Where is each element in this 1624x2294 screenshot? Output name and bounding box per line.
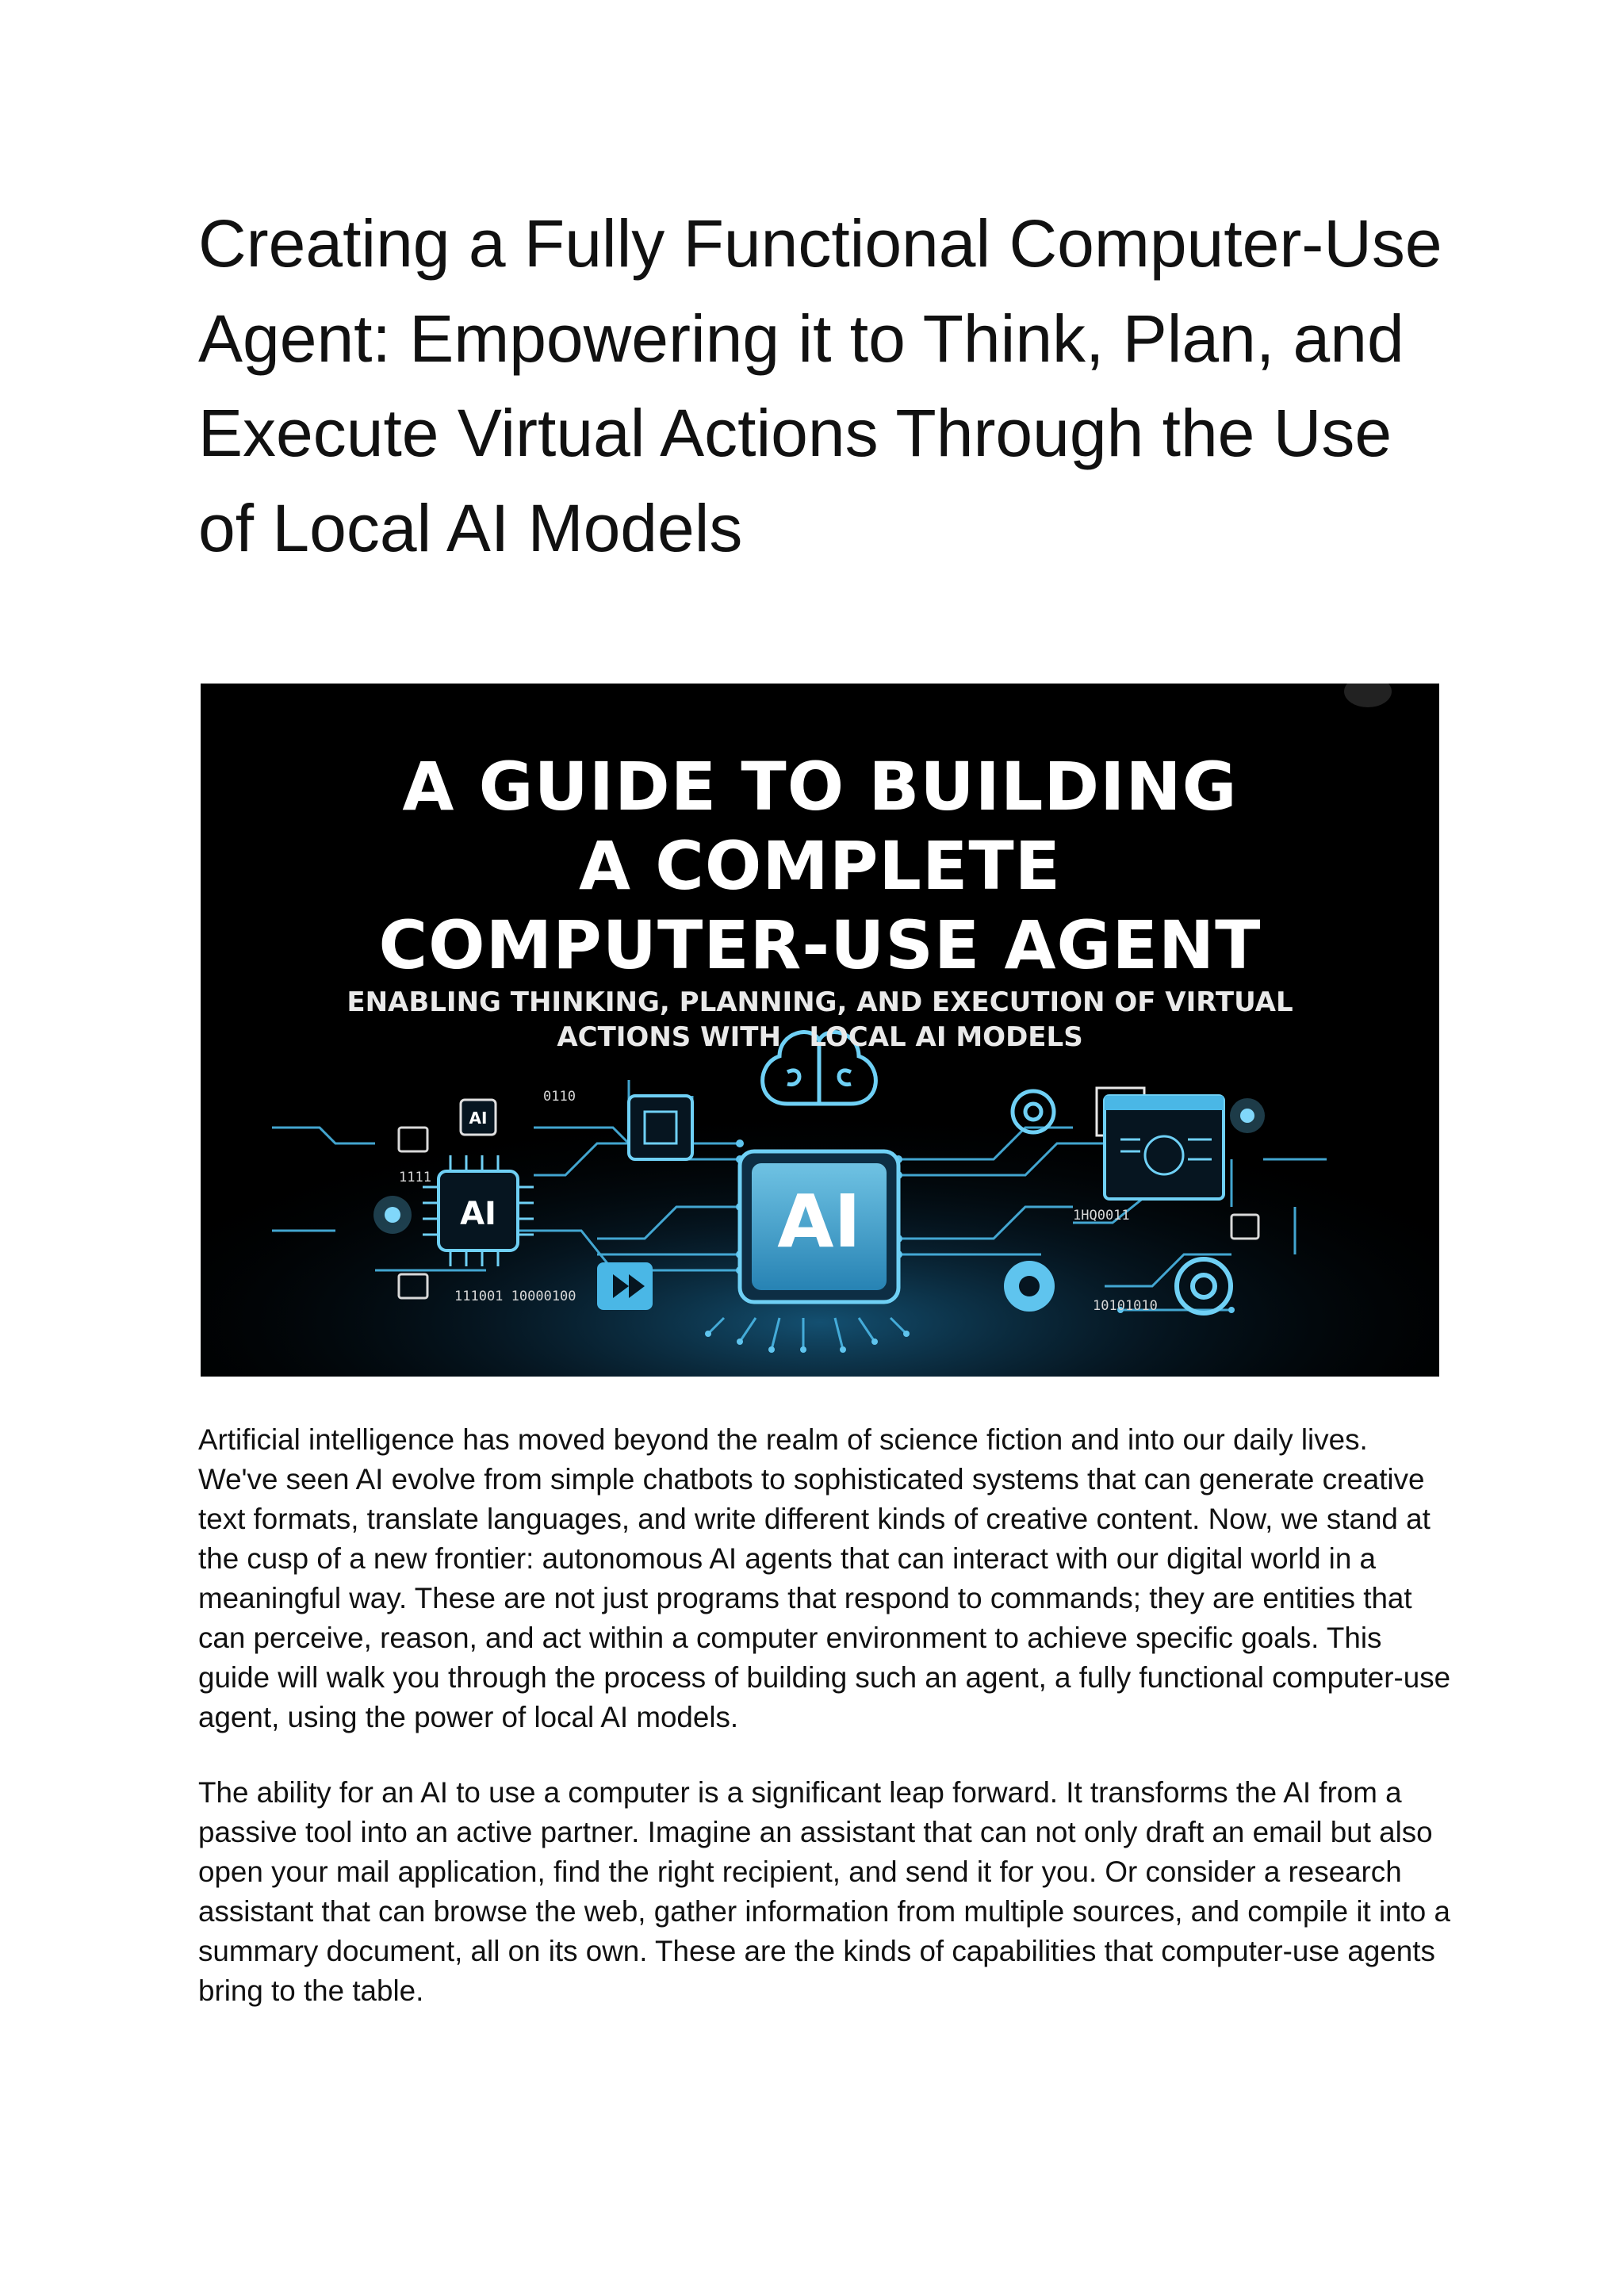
binary-label-1: 0110 — [543, 1089, 576, 1105]
left-chip-label: AI — [460, 1196, 496, 1232]
monitor-icon — [1105, 1096, 1224, 1199]
binary-label-5: 10101010 — [1093, 1298, 1158, 1314]
page-title: Creating a Fully Functional Computer-Use Agent: Empowering it to Think, Plan, and Execute Virtual Actions Through the Use of Local AI Models — [198, 206, 1442, 565]
binary-label-4: 1HQ0011 — [1073, 1208, 1130, 1224]
hero-heading-line-1: A GUIDE TO BUILDING — [402, 748, 1238, 825]
hero-subheading-line-1: ENABLING THINKING, PLANNING, AND EXECUTION OF VIRTUAL — [347, 986, 1293, 1018]
hero-heading-line-3: COMPUTER-USE AGENT — [378, 906, 1262, 984]
small-chip-label: AI — [469, 1109, 488, 1128]
second-paragraph: The ability for an AI to use a computer is a significant leap forward. It transforms the AI from a passive tool into an active partner. Imagine an assistant that can not only draft an email but also open your mail application, find the right recipient, and send it for you. Or consider a research assistant that can browse the web, gather information from multiple sources, and compile it into a summary document, all on its own. These are the kinds of capabilities that computer-use agents bring to the table. — [198, 1776, 1450, 2007]
hero-heading — [201, 747, 1439, 985]
binary-label-2: 1111 — [399, 1170, 431, 1185]
intro-paragraph: Artificial intelligence has moved beyond the realm of science fiction and into our daily lives. We've seen AI evolve from simple chatbots to sophisticated systems that can generate creative text formats, translate languages, and write different kinds of creative content. Now, we stand at the cusp of a new frontier: autonomous AI agents that can interact with our digital world in a meaningful way. These are not just programs that respond to commands; they are entities that can perceive, reason, and act within a computer environment to achieve specific goals. This guide will walk you through the process of building such an agent, a fully functional computer-use agent, using the power of local AI models. — [198, 1423, 1451, 1733]
center-chip-label: AI — [777, 1179, 861, 1264]
hero-subheading-line-2: ACTIONS WITH LOCAL AI MODELS — [557, 1021, 1083, 1053]
hero-heading-line-2: A COMPLETE — [578, 827, 1062, 905]
hero-subheading — [201, 985, 1439, 1055]
binary-label-3: 111001 10000100 — [454, 1289, 576, 1304]
hero-image — [201, 684, 1439, 1377]
